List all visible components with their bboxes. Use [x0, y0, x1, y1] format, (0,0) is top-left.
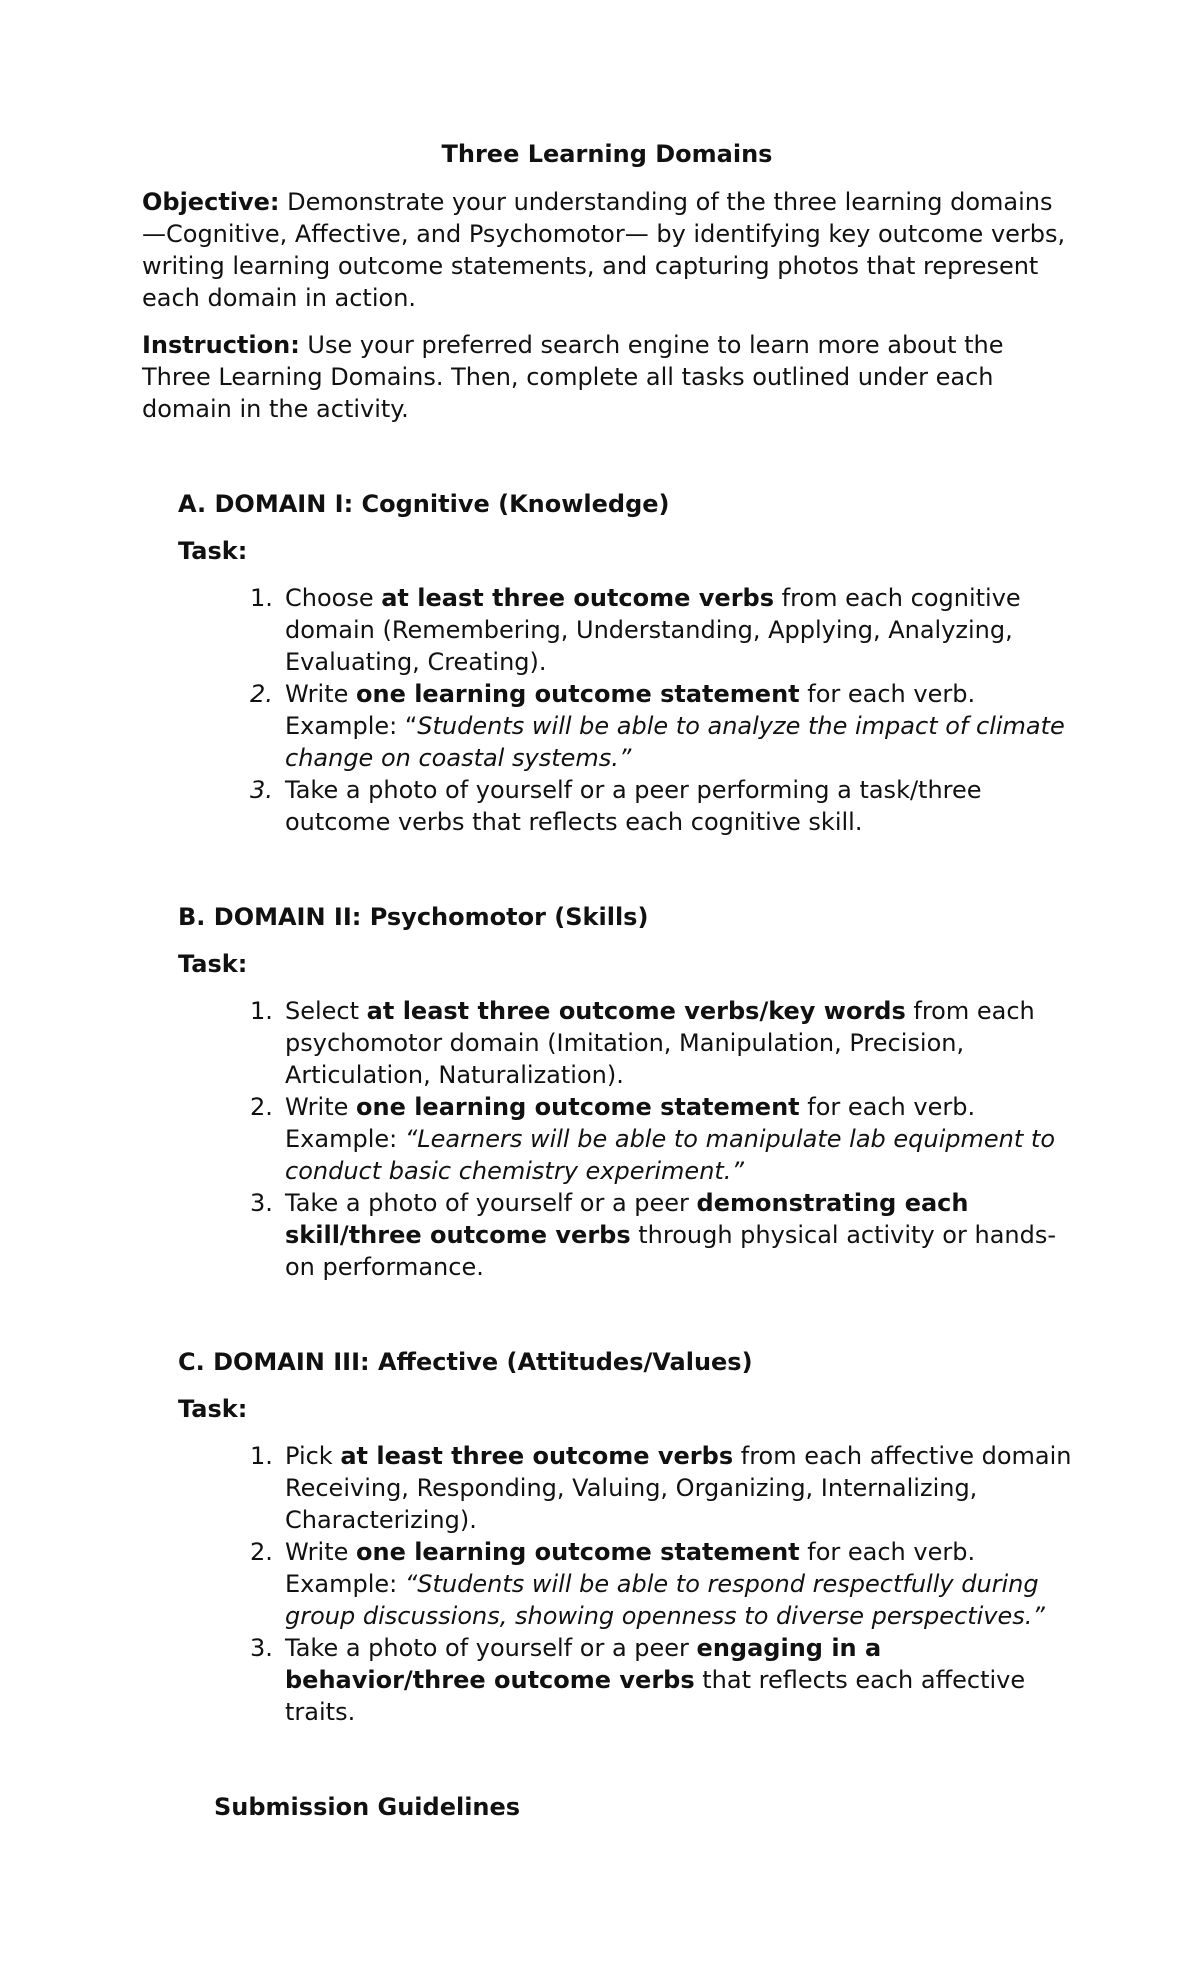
task-text: Take a photo of yourself or a peer performing a task/three outcome verbs that reflects each cognitive skill. — [285, 776, 982, 836]
task-emphasis: at least three outcome verbs — [381, 584, 774, 612]
task-list — [178, 1440, 1072, 1728]
section-psychomotor — [178, 901, 1072, 1283]
task-text: Select — [285, 997, 367, 1025]
task-emphasis: at least three outcome verbs/key words — [366, 997, 906, 1025]
task-list — [178, 582, 1072, 838]
task-text: Write — [285, 1538, 356, 1566]
task-label: Task: — [178, 1395, 248, 1423]
task-text: Write — [285, 680, 356, 708]
task-emphasis: one learning outcome statement — [356, 1093, 800, 1121]
section-cognitive — [178, 488, 1072, 838]
objective-paragraph — [142, 186, 1072, 314]
task-item — [178, 1440, 1072, 1536]
task-label: Task: — [178, 537, 248, 565]
task-text: that reflects each affective traits. — [285, 1666, 1026, 1726]
instruction-label: Instruction: — [142, 331, 300, 359]
task-item — [178, 1536, 1072, 1632]
task-number: 3. — [250, 1634, 273, 1662]
task-text: for each verb. Example: — [285, 1538, 976, 1598]
task-number: 1. — [250, 1442, 273, 1470]
task-emphasis: one learning outcome statement — [356, 1538, 800, 1566]
document-title: Three Learning Domains — [441, 140, 773, 168]
task-text: through physical activity or hands-on performance. — [285, 1221, 1057, 1281]
task-number: 2. — [250, 1538, 273, 1566]
task-item — [178, 678, 1072, 774]
task-example: “Students will be able to respond respectfully during group discussions, showing openness to diverse perspectives.” — [285, 1570, 1045, 1630]
task-text: from each psychomotor domain (Imitation, Manipulation, Precision, Articulation, Naturalization). — [285, 997, 1035, 1089]
task-item — [178, 1187, 1072, 1283]
task-text: from each cognitive domain (Remembering, Understanding, Applying, Analyzing, Evaluating, Creating). — [285, 584, 1021, 676]
task-label: Task: — [178, 950, 248, 978]
task-text: Choose — [285, 584, 382, 612]
task-item — [178, 582, 1072, 678]
section-heading: B. DOMAIN II: Psychomotor (Skills) — [178, 903, 649, 931]
task-item — [178, 774, 1072, 838]
task-emphasis: demonstrating each skill/three outcome verbs — [285, 1189, 969, 1249]
task-emphasis: one learning outcome statement — [356, 680, 800, 708]
task-emphasis: at least three outcome verbs — [340, 1442, 734, 1470]
section-heading: C. DOMAIN III: Affective (Attitudes/Values) — [178, 1348, 753, 1376]
task-text: for each verb. Example: — [285, 1093, 976, 1153]
task-number: 2. — [250, 680, 273, 708]
instruction-text: Use your preferred search engine to learn more about the Three Learning Domains. Then, complete all tasks outlined under each domain in the activity. — [142, 331, 1004, 423]
instruction-paragraph — [142, 329, 1072, 425]
task-text: Pick — [285, 1442, 341, 1470]
objective-label: Objective: — [142, 188, 280, 216]
task-text: from each affective domain Receiving, Responding, Valuing, Organizing, Internalizing, Characterizing). — [285, 1442, 1072, 1534]
task-text: Take a photo of yourself or a peer — [285, 1189, 697, 1217]
task-number: 3. — [250, 776, 273, 804]
task-number: 3. — [250, 1189, 273, 1217]
task-text: Write — [285, 1093, 356, 1121]
task-number: 1. — [250, 997, 273, 1025]
task-list — [178, 995, 1072, 1283]
section-heading: A. DOMAIN I: Cognitive (Knowledge) — [178, 490, 670, 518]
submission-guidelines-heading: Submission Guidelines — [214, 1793, 521, 1821]
task-text: for each verb. Example: “ — [285, 680, 976, 740]
task-item — [178, 1091, 1072, 1187]
task-item — [178, 1632, 1072, 1728]
task-number: 2. — [250, 1093, 273, 1121]
document-page — [142, 138, 1072, 1823]
task-example: Students will be able to analyze the impact of climate change on coastal systems.” — [285, 712, 1065, 772]
task-emphasis: engaging in a behavior/three outcome verbs — [285, 1634, 882, 1694]
task-example: “Learners will be able to manipulate lab equipment to conduct basic chemistry experiment.” — [285, 1125, 1056, 1185]
task-item — [178, 995, 1072, 1091]
objective-text: Demonstrate your understanding of the three learning domains—Cognitive, Affective, and Psychomotor— by identifying key outcome verbs, writing learning outcome statements, and capturing photos that represent each domain in action. — [142, 188, 1066, 312]
task-number: 1. — [250, 584, 273, 612]
section-affective — [178, 1346, 1072, 1728]
task-text: Take a photo of yourself or a peer — [285, 1634, 697, 1662]
